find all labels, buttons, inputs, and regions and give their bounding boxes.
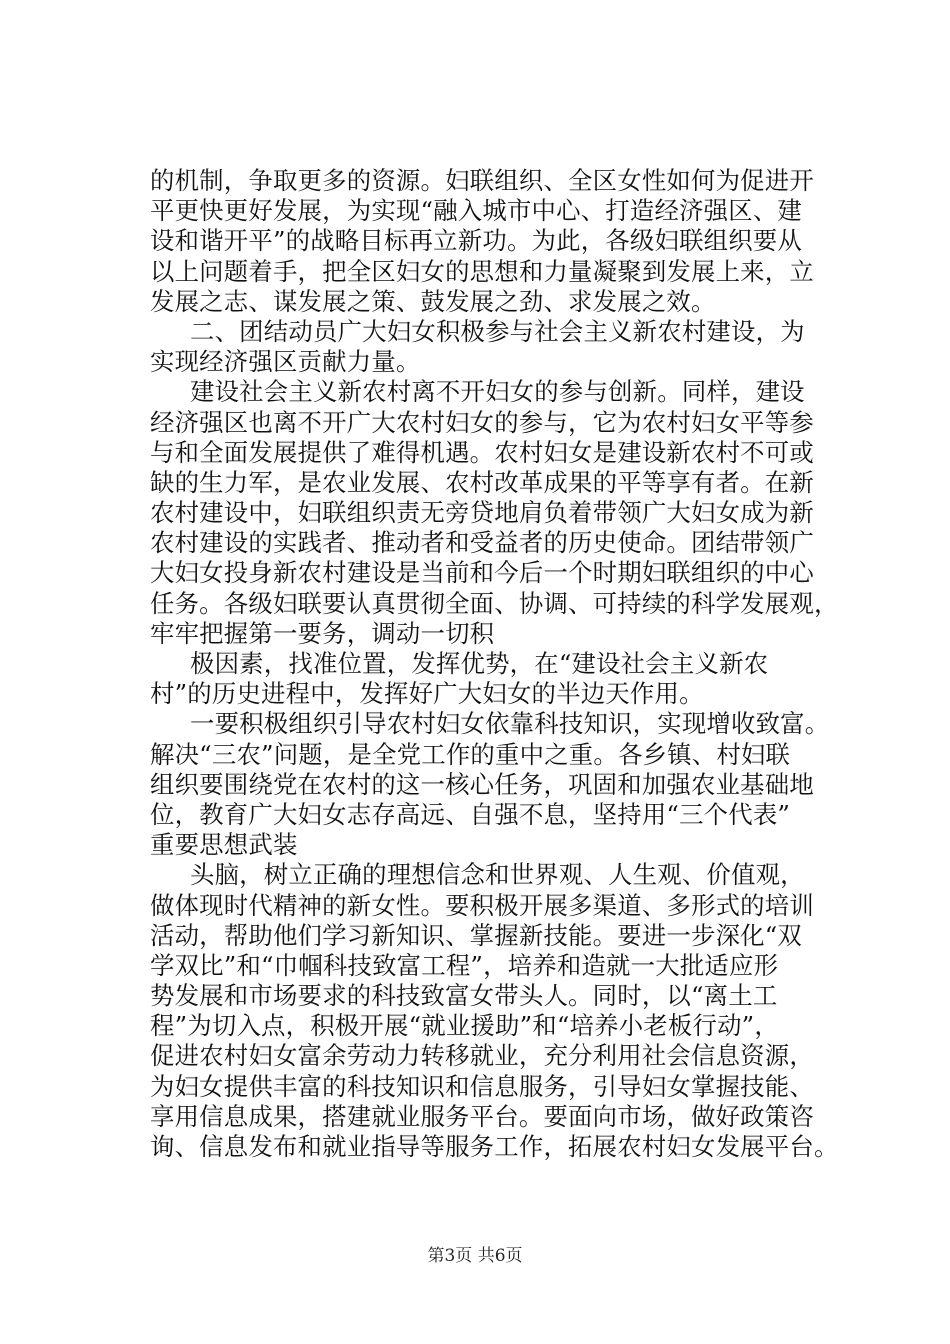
text-line: 经济强区也离不开广大农村妇女的参与，它为农村妇女平等参 <box>150 407 814 437</box>
text-line: 学双比”和“巾帼科技致富工程”，培养和造就一大批适应形 <box>150 950 779 980</box>
text-line: 为妇女提供丰富的科技知识和信息服务，引导妇女掌握技能、 <box>150 1071 814 1101</box>
text-line: 一要积极组织引导农村妇女依靠科技知识，实现增收致富。 <box>190 709 830 739</box>
text-line: 势发展和市场要求的科技致富女带头人。同时，以“离土工 <box>150 981 778 1011</box>
text-line: 牢牢把握第一要务，调动一切积 <box>150 618 495 648</box>
text-line: 活动，帮助他们学习新知识、掌握新技能。要进一步深化“双 <box>150 920 803 950</box>
text-line: 解决“三农”问题，是全党工作的重中之重。各乡镇、村妇联 <box>150 739 791 769</box>
text-line: 享用信息成果，搭建就业服务平台。要面向市场，做好政策咨 <box>150 1101 814 1131</box>
text-line: 实现经济强区贡献力量。 <box>150 347 421 377</box>
text-line: 做体现时代精神的新女性。要积极开展多渠道、多形式的培训 <box>150 890 814 920</box>
text-line: 农村建设中，妇联组织责无旁贷地肩负着带领广大妇女成为新 <box>150 498 814 528</box>
text-line: 二、团结动员广大妇女积极参与社会主义新农村建设，为 <box>190 316 805 346</box>
text-line: 重要思想武装 <box>150 830 298 860</box>
text-line: 设和谐开平”的战略目标再立新功。为此，各级妇联组织要从 <box>150 226 803 256</box>
text-line: 头脑，树立正确的理想信念和世界观、人生观、价值观， <box>190 860 805 890</box>
text-line: 位，教育广大妇女志存高远、自强不息，坚持用“三个代表” <box>150 799 791 829</box>
document-body <box>150 166 840 1162</box>
text-line: 以上问题着手，把全区妇女的思想和力量凝聚到发展上来，立 <box>150 256 814 286</box>
page-number: 第3页 共6页 <box>427 1246 523 1266</box>
text-line: 组织要围绕党在农村的这一核心任务，巩固和加强农业基础地 <box>150 769 814 799</box>
text-line: 询、信息发布和就业指导等服务工作，拓展农村妇女发展平台。 <box>150 1132 839 1161</box>
text-line: 建设社会主义新农村离不开妇女的参与创新。同样，建设 <box>190 377 805 407</box>
text-line: 大妇女投身新农村建设是当前和今后一个时期妇联组织的中心 <box>150 558 814 588</box>
text-line: 缺的生力军，是农业发展、农村改革成果的平等享有者。在新 <box>150 467 814 497</box>
text-line: 的机制，争取更多的资源。妇联组织、全区女性如何为促进开 <box>150 166 814 195</box>
text-line: 农村建设的实践者、推动者和受益者的历史使命。团结带领广 <box>150 528 814 558</box>
text-line: 促进农村妇女富余劳动力转移就业，充分利用社会信息资源， <box>150 1041 814 1071</box>
page-footer <box>0 1241 950 1266</box>
text-line: 任务。各级妇联要认真贯彻全面、协调、可持续的科学发展观， <box>150 588 839 618</box>
text-line: 与和全面发展提供了难得机遇。农村妇女是建设新农村不可或 <box>150 437 814 467</box>
text-line: 程”为切入点，积极开展“就业援助”和“培养小老板行动”， <box>150 1011 779 1041</box>
text-line: 平更快更好发展，为实现“融入城市中心、打造经济强区、建 <box>150 196 803 226</box>
text-line: 发展之志、谋发展之策、鼓发展之劲、求发展之效。 <box>150 286 716 316</box>
text-line: 村”的历史进程中，发挥好广大妇女的半边天作用。 <box>150 679 704 709</box>
text-line: 极因素，找准位置，发挥优势，在“建设社会主义新农 <box>190 649 769 678</box>
